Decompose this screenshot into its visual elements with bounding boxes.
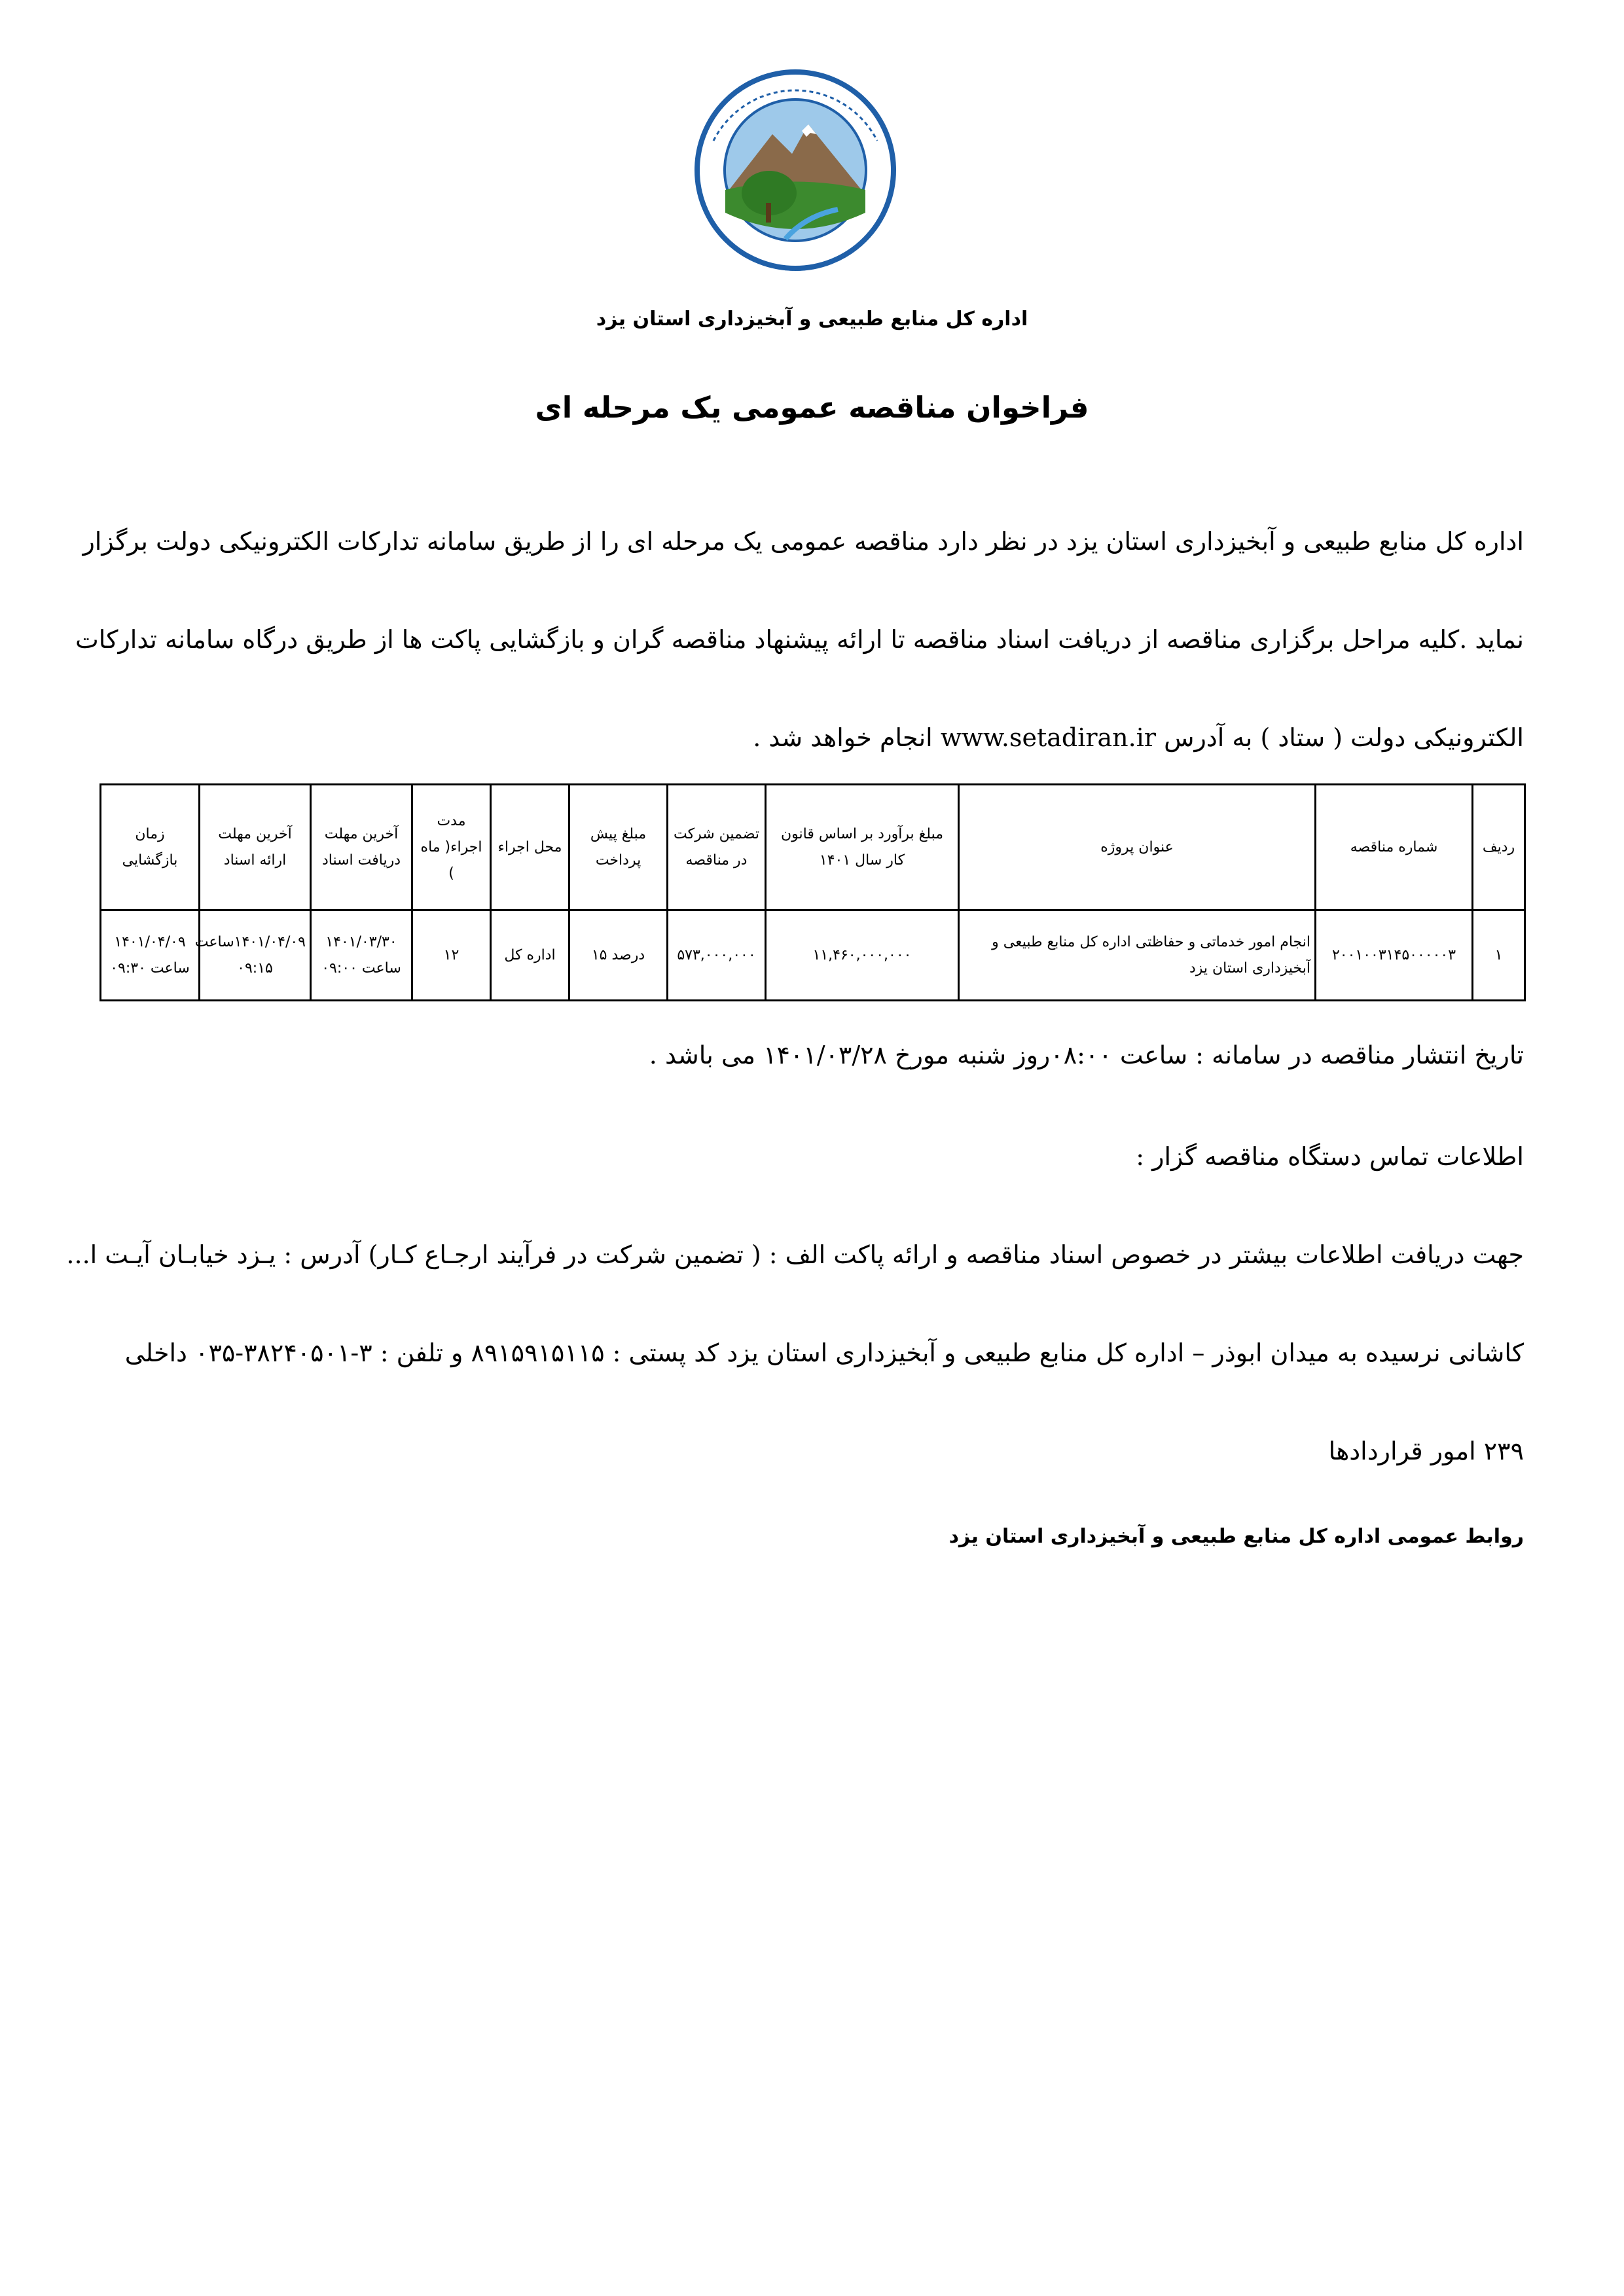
column-header: آخرین مهلت دریافت اسناد: [311, 785, 412, 910]
organization-name: اداره کل منابع طبیعی و آبخیزداری استان یزد: [596, 308, 1028, 331]
column-header: ردیف: [1473, 785, 1525, 910]
table-cell: اداره کل: [491, 910, 569, 1001]
table-cell: ۱۴۰۱/۰۴/۰۹ساعت ۰۹:۱۵: [200, 910, 311, 1001]
column-header: زمان بازگشایی: [101, 785, 200, 910]
column-header: محل اجراء: [491, 785, 569, 910]
column-header: مدت اجراء( ماه ): [412, 785, 491, 910]
intro-line: اداره کل منابع طبیعی و آبخیزداری استان یزد در نظر دارد مناقصه عمومی یک مرحله ای را از طریق سامانه تدارکات الکترونیکی دولت برگزار: [82, 527, 1524, 556]
table-row: [101, 910, 1525, 1001]
table-cell: ۲۰۰۱۰۰۳۱۴۵۰۰۰۰۰۳: [1316, 910, 1473, 1001]
table-cell: ۱۴۰۱/۰۳/۳۰ ساعت ۰۹:۰۰: [311, 910, 412, 1001]
table-cell: ۵۷۳,۰۰۰,۰۰۰: [668, 910, 766, 1001]
column-header: تضمین شرکت در مناقصه: [668, 785, 766, 910]
contact-address-line: جهت دریافت اطلاعات بیشتر در خصوص اسناد مناقصه و ارائه پاکت الف : ( تضمین شرکت در فرآیند ارجـاع کـار) آدرس : یـزد خیابـان آیـت ا...: [66, 1240, 1524, 1269]
contact-heading: اطلاعات تماس دستگاه مناقصه گزار :: [1136, 1142, 1524, 1171]
page-title: فراخوان مناقصه عمومی یک مرحله ای: [535, 390, 1089, 425]
table-cell: ۱۱,۴۶۰,۰۰۰,۰۰۰: [766, 910, 959, 1001]
signature: روابط عمومی اداره کل منابع طبیعی و آبخیزداری استان یزد: [948, 1525, 1524, 1548]
table-cell: ۱۴۰۱/۰۴/۰۹ ساعت ۰۹:۳۰: [101, 910, 200, 1001]
organization-logo-icon: [687, 62, 903, 278]
column-header: مبلغ برآورد بر اساس قانون کار سال ۱۴۰۱: [766, 785, 959, 910]
table-cell: درصد ۱۵: [569, 910, 668, 1001]
table-header-row: [101, 785, 1525, 910]
contact-address-line: کاشانی نرسیده به میدان ابوذر – اداره کل منابع طبیعی و آبخیزداری استان یزد کد پستی : ۸۹۱۵۹۱۵۱۱۵ و تلفن : ۳-۳۸۲۴۰۵۰۱-۰۳۵ داخلی: [124, 1338, 1524, 1367]
intro-line: الکترونیکی دولت ( ستاد ) به آدرس www.setadiran.ir انجام خواهد شد .: [753, 723, 1524, 752]
intro-paragraph: [75, 492, 1524, 787]
column-header: مبلغ پیش پرداخت: [569, 785, 668, 910]
table-cell: ۱: [1473, 910, 1525, 1001]
table-cell: ۱۲: [412, 910, 491, 1001]
column-header: آخرین مهلت ارائه اسناد: [200, 785, 311, 910]
intro-line: نماید .کلیه مراحل برگزاری مناقصه از دریافت اسناد مناقصه تا ارائه پیشنهاد مناقصه گران و بازگشایی پاکت ها از طریق درگاه سامانه تدارکات: [75, 625, 1524, 654]
tender-table: [99, 783, 1526, 1001]
column-header: عنوان پروژه: [959, 785, 1316, 910]
column-header: شماره مناقصه: [1316, 785, 1473, 910]
contact-extension-line: ۲۳۹ امور قراردادها: [1328, 1437, 1524, 1465]
table-cell: انجام امور خدماتی و حفاظتی اداره کل منابع طبیعی و آبخیزداری استان یزد: [959, 910, 1316, 1001]
publish-date-text: تاریخ انتشار مناقصه در سامانه : ساعت ۰۸:۰۰روز شنبه مورخ ۱۴۰۱/۰۳/۲۸ می باشد .: [649, 1041, 1524, 1069]
